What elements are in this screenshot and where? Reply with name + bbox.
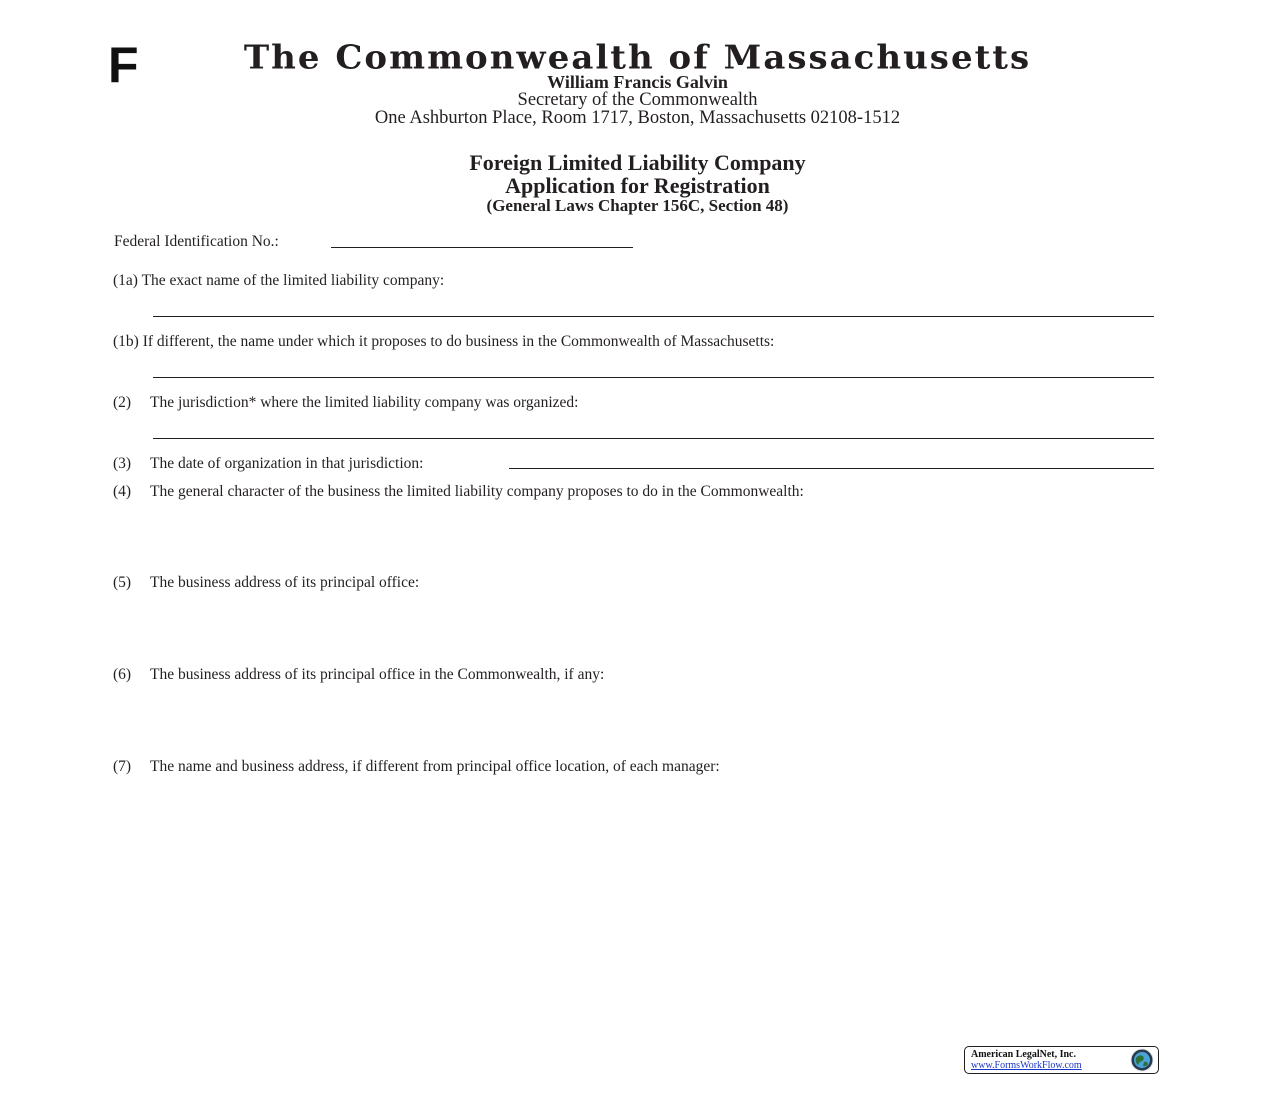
question-2-text: The jurisdiction* where the limited liability company was organized: (150, 394, 579, 411)
question-3-text: The date of organization in that jurisdiction: (150, 455, 424, 472)
company-name-field[interactable] (153, 316, 1154, 317)
logo-company-name: American LegalNet, Inc. (971, 1049, 1076, 1060)
question-3-number: (3) (113, 455, 132, 472)
organization-date-field[interactable] (509, 468, 1154, 469)
question-7-number: (7) (113, 758, 132, 775)
globe-icon (1130, 1048, 1154, 1072)
logo-url-link[interactable]: www.FormsWorkFlow.com (971, 1060, 1082, 1071)
question-7-text: The name and business address, if different from principal office location, of each manager: (150, 758, 720, 775)
question-1a (113, 272, 444, 290)
question-5-text: The business address of its principal office: (150, 574, 420, 591)
commonwealth-title: The Commonwealth of Massachusetts (243, 39, 1032, 77)
official-name: William Francis Galvin (547, 72, 728, 92)
business-name-field[interactable] (153, 377, 1154, 378)
question-2-number: (2) (113, 394, 132, 411)
question-2 (113, 394, 578, 412)
question-7 (113, 758, 720, 776)
question-6 (113, 666, 604, 684)
form-letter: F (108, 37, 139, 93)
jurisdiction-field[interactable] (153, 438, 1154, 439)
question-1b-text: If different, the name under which it proposes to do business in the Commonwealth of Massachusetts: (142, 333, 775, 350)
federal-id-field[interactable] (331, 247, 633, 248)
question-1a-number: (1a) (113, 272, 138, 289)
question-1b-number: (1b) (113, 333, 139, 350)
federal-id-label: Federal Identification No.: (114, 233, 279, 250)
question-1a-text: The exact name of the limited liability company: (141, 272, 445, 289)
question-5 (113, 574, 419, 592)
office-address: One Ashburton Place, Room 1717, Boston, Massachusetts 02108-1512 (374, 108, 901, 128)
question-4 (113, 483, 804, 501)
form-subtitle: Application for Registration (505, 173, 770, 198)
question-4-number: (4) (113, 483, 132, 500)
question-6-number: (6) (113, 666, 132, 683)
question-6-text: The business address of its principal office in the Commonwealth, if any: (150, 666, 605, 683)
form-statute: (General Laws Chapter 156C, Section 48) (486, 196, 789, 215)
question-1b (113, 333, 774, 351)
official-title: Secretary of the Commonwealth (517, 90, 758, 110)
question-3 (113, 455, 423, 473)
question-5-number: (5) (113, 574, 132, 591)
question-4-text: The general character of the business the limited liability company proposes to do in the Commonwealth: (150, 483, 804, 500)
form-title: Foreign Limited Liability Company (469, 150, 806, 175)
american-legalnet-logo[interactable] (964, 1046, 1159, 1074)
